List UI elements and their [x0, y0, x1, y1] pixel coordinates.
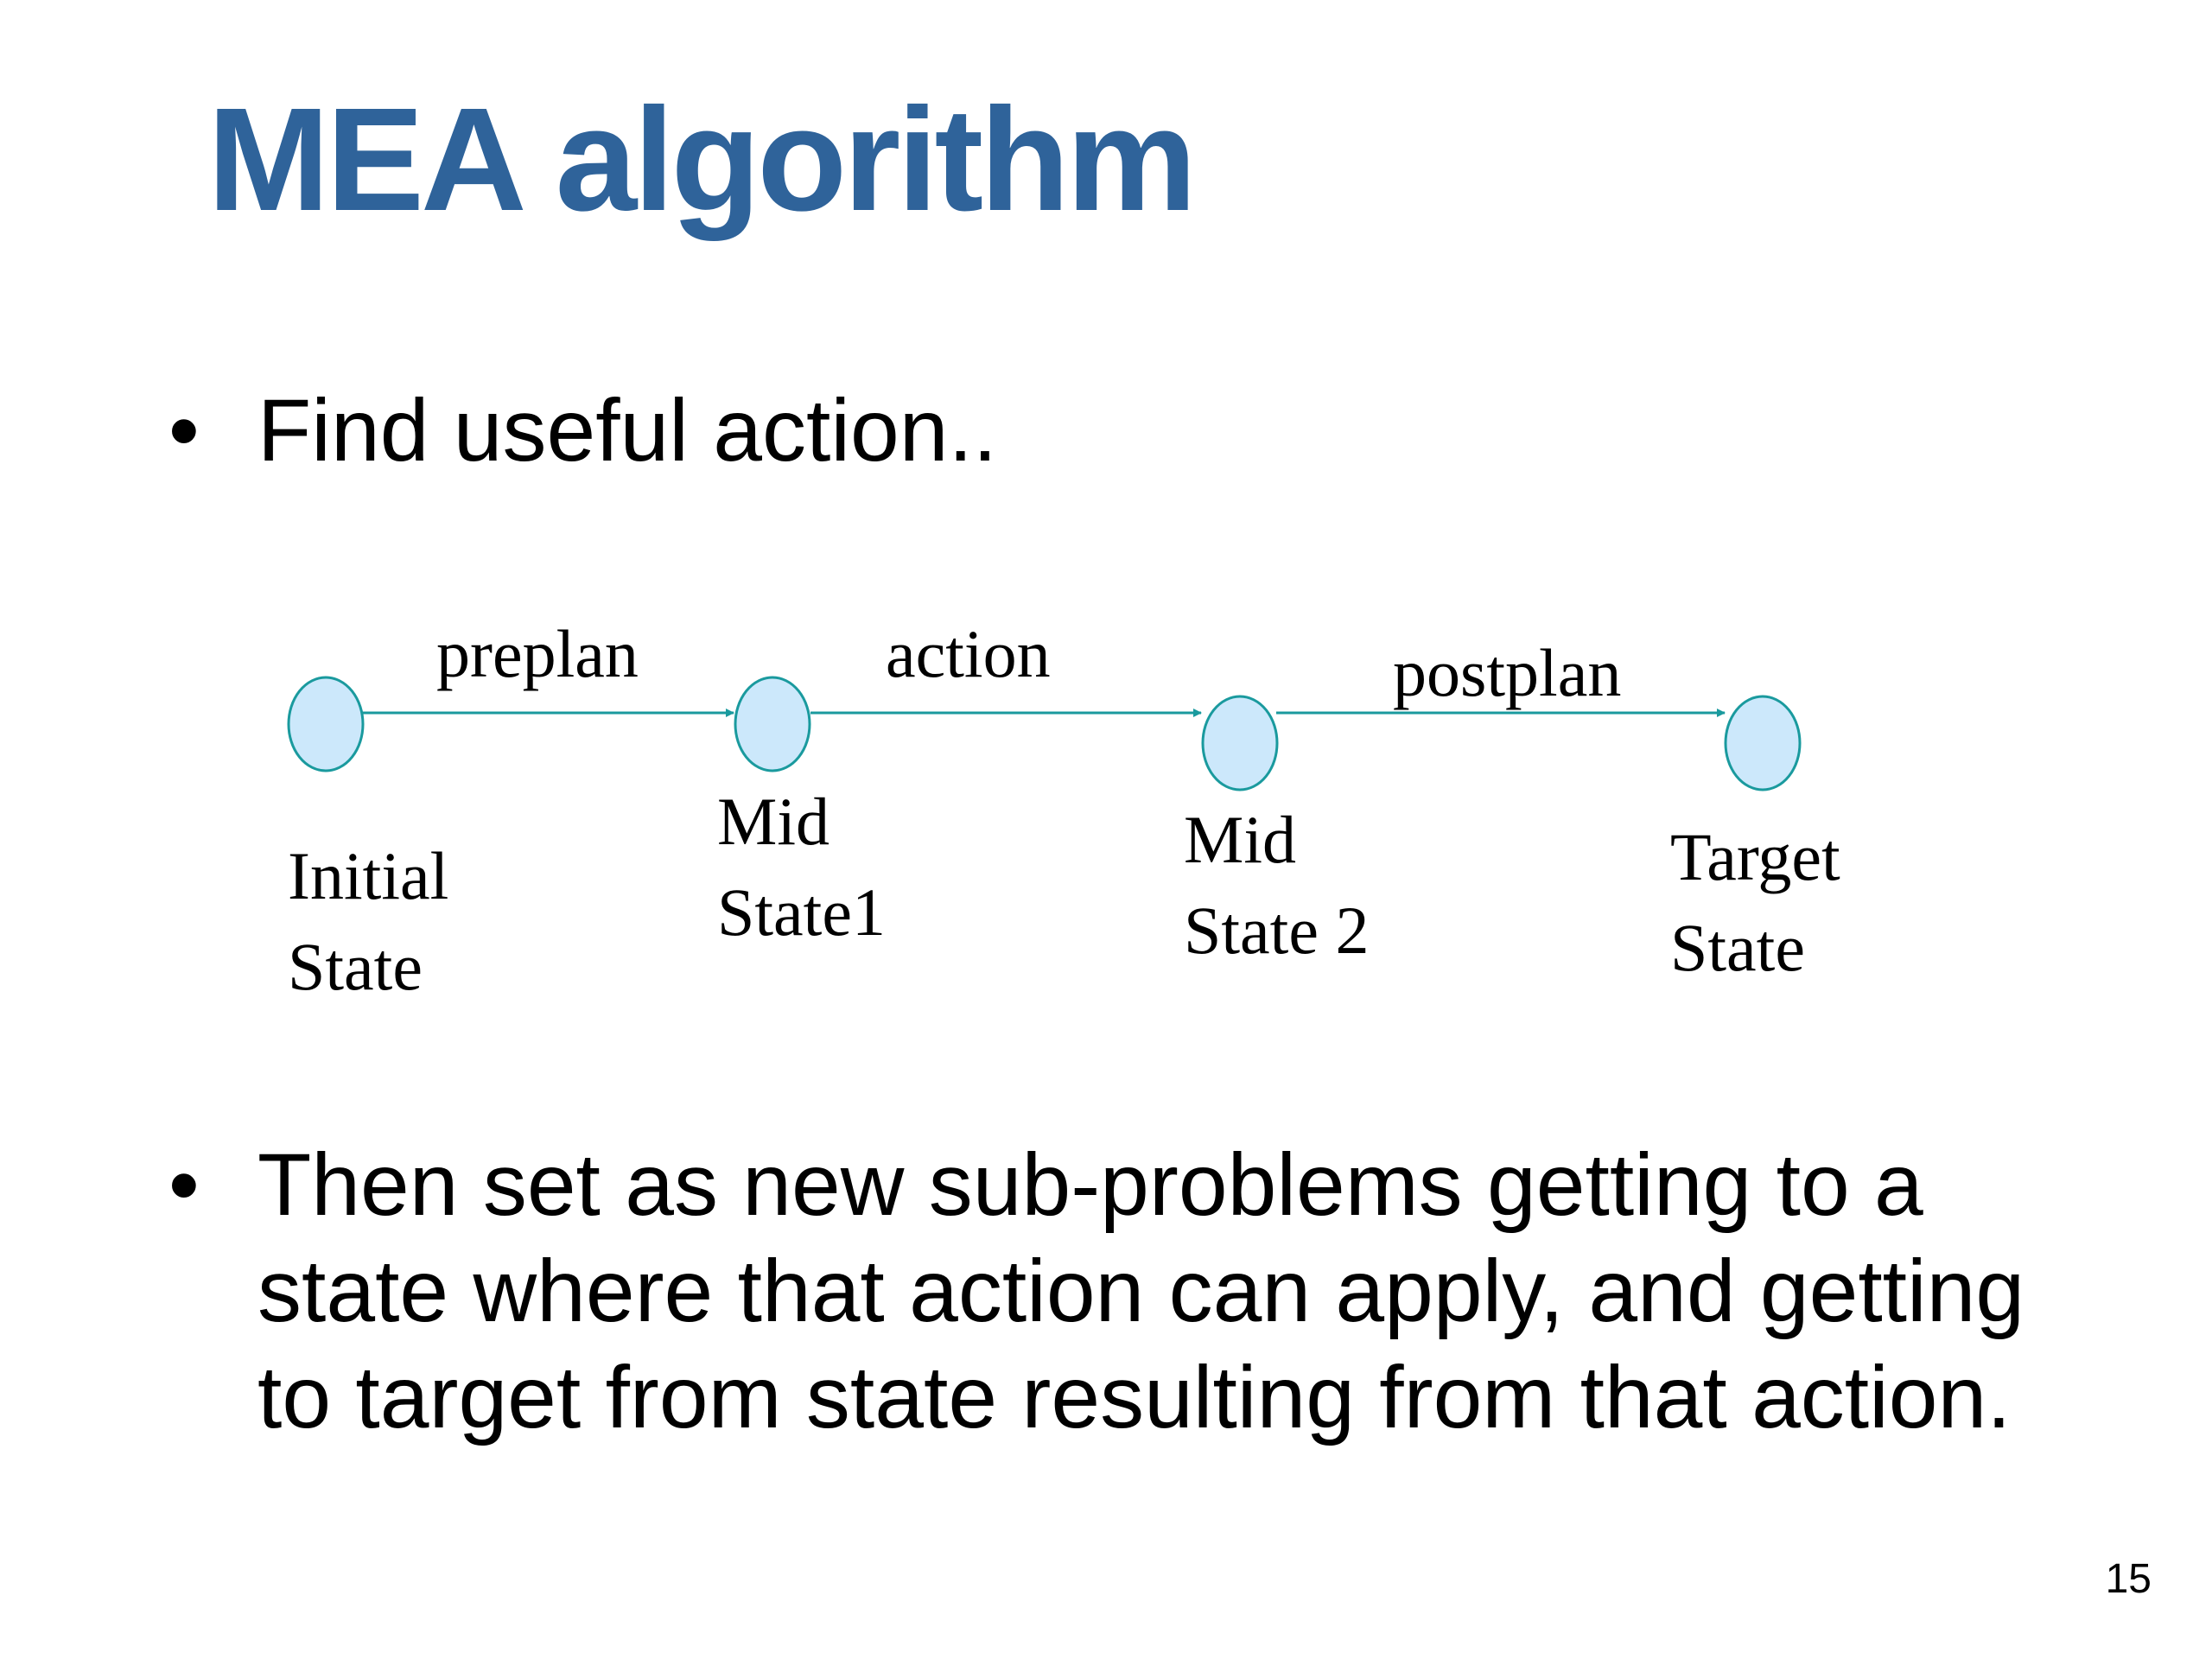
node-label-mid2-line1: Mid — [1184, 802, 1297, 877]
node-label-target-line2: State — [1670, 910, 1805, 985]
edge-label-preplan: preplan — [436, 616, 639, 691]
node-initial-state — [289, 677, 363, 771]
node-label-initial-line2: State — [288, 929, 423, 1004]
bullet-marker: • — [168, 381, 200, 480]
node-mid-state-1 — [735, 677, 810, 771]
node-label-mid1-line2: State1 — [717, 874, 886, 950]
node-mid-state-2 — [1203, 696, 1277, 790]
edge-label-action: action — [886, 616, 1051, 691]
bullet-marker: • — [168, 1135, 200, 1234]
bullet-text: Then set as new sub-problems getting to a state where that action can apply, and getting to target from state resulting from that action. — [257, 1135, 2025, 1446]
edge-label-postplan: postplan — [1393, 635, 1622, 710]
bullet-text: Find useful action.. — [257, 381, 998, 480]
node-label-target-line1: Target — [1670, 819, 1840, 894]
node-label-mid1-line1: Mid — [717, 784, 830, 859]
node-target-state — [1726, 696, 1800, 790]
slide-title: MEA algorithm — [207, 78, 1194, 242]
node-label-mid2-line2: State 2 — [1184, 893, 1370, 968]
page-number: 15 — [2105, 1556, 2152, 1602]
node-label-initial-line1: Initial — [288, 838, 449, 913]
